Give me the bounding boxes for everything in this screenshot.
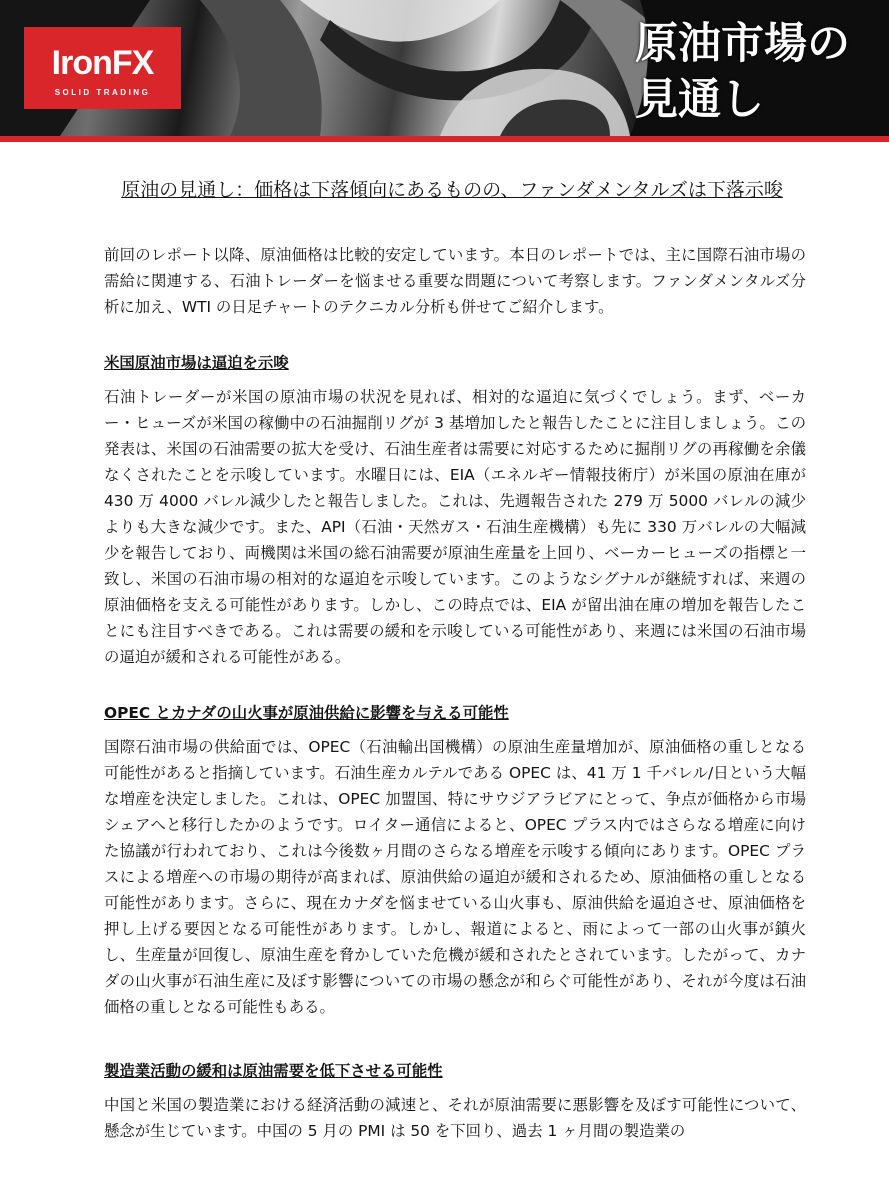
header-red-rule	[0, 136, 889, 142]
section-body-opec-wildfires: 国際石油市場の供給面では、OPEC（石油輸出国機構）の原油生産量増加が、原油価格の重しとなる可能性があると指摘しています。石油生産カルテルである OPEC は、41 万 1 千バレル/日という大幅な増産を決定しました。これは、OPEC 加盟国、特にサウジアラビアにとって、争点が価格から市場シェアへと移行したかのようです。ロイター通信によると、OPEC プラス内ではさらなる増産に向けた協議が行われており、これは今後数ヶ月間のさらなる増産を示唆する傾向にあります。OPEC プラスによる増産への市場の期待が高まれば、原油供給の逼迫が緩和されるため、原油価格の重しとなる可能性があります。さらに、現在カナダを悩ませている山火事も、原油供給を逼迫させ、原油価格を押し上げる要因となる可能性があります。しかし、報道によると、雨によって一部の山火事が鎮火し、生産量が回復し、原油生産を脅かしていた危機が緩和されたとされています。したがって、カナダの山火事が石油生産に及ぼす影響についての市場の懸念が和らぐ可能性があり、それが今度は石油価格の重しとなる可能性もある。	[104, 738, 806, 1016]
report-header	[0, 0, 889, 136]
section-body-us-crude: 石油トレーダーが米国の原油市場の状況を見れば、相対的な逼迫に気づくでしょう。まず、ベーカー・ヒューズが米国の稼働中の石油掘削リグが 3 基増加したと報告したことに注目しましょう。この発表は、米国の石油需要の拡大を受け、石油生産者は需要に対応するために掘削リグの再稼働を余儀なくされたことを示唆しています。水曜日には、EIA（エネルギー情報技術庁）が米国の原油在庫が 430 万 4000 バレル減少したと報告しました。これは、先週報告された 279 万 5000 バレルの減少よりも大きな減少です。また、API（石油・天然ガス・石油生産機構）も先に 330 万バレルの大幅減少を報告しており、両機関は米国の総石油需要が原油生産量を上回り、ベーカーヒューズの指標と一致し、米国の石油市場の相対的な逼迫を示唆しています。このようなシグナルが継続すれば、来週の原油価格を支える可能性があります。しかし、この時点では、EIA が留出油在庫の増加を報告したことにも注目すべきである。これは需要の緩和を示唆している可能性があり、来週には米国の石油市場の逼迫が緩和される可能性がある。	[104, 388, 806, 666]
ironfx-logo[interactable]	[24, 27, 181, 109]
intro-paragraph: 前回のレポート以降、原油価格は比較的安定しています。本日のレポートでは、主に国際石油市場の需給に関連する、石油トレーダーを悩ませる重要な問題について考察します。ファンダメンタルズ分析に加え、WTI の日足チャートのテクニカル分析も併せてご紹介します。	[104, 246, 806, 316]
section-heading-opec-wildfires: OPEC とカナダの山火事が原油供給に影響を与える可能性	[104, 704, 509, 722]
header-title	[635, 16, 875, 128]
section-heading-manufacturing: 製造業活動の緩和は原油需要を低下させる可能性	[104, 1062, 443, 1080]
section-heading-us-crude: 米国原油市場は逼迫を示唆	[104, 354, 289, 372]
report-body	[0, 176, 806, 1144]
logo-tagline: SOLID TRADING	[54, 88, 151, 97]
header-title-line2: 見通し	[635, 75, 764, 125]
section-body-manufacturing: 中国と米国の製造業における経済活動の減速と、それが原油需要に悪影響を及ぼす可能性について、懸念が生じています。中国の 5 月の PMI は 50 を下回り、過去 1 ヶ月間の製造業の	[104, 1096, 806, 1140]
header-title-line1: 原油市場の	[635, 19, 850, 69]
logo-wordmark: IronFX	[51, 44, 154, 82]
document-title: 原油の見通し：価格は下落傾向にあるものの、ファンダメンタルズは下落示唆	[121, 179, 783, 201]
